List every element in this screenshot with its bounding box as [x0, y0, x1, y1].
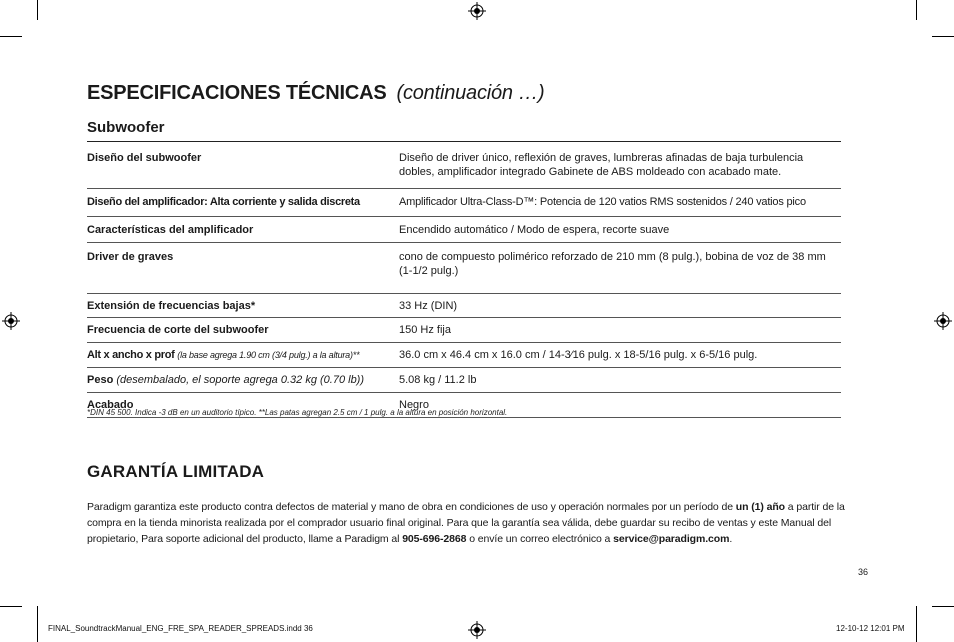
spec-label: Driver de graves [87, 251, 174, 263]
table-row [87, 142, 841, 189]
phone-number: 905-696-2868 [402, 533, 467, 545]
spec-value: 36.0 cm x 46.4 cm x 16.0 cm / 14-3⁄16 pulg. x 18-5/16 pulg. x 6-5/16 pulg. [399, 349, 758, 361]
spec-label-main: Alt x ancho x prof [87, 349, 175, 361]
spec-value: 5.08 kg / 11.2 lb [399, 374, 477, 386]
spec-label-note: (desembalado, el soporte agrega 0.32 kg (0.70 lb)) [116, 374, 365, 386]
table-row [87, 217, 841, 243]
warranty-text: o envíe un correo electrónico a [466, 533, 614, 545]
spec-label: Características del amplificador [87, 224, 254, 236]
crop-mark [0, 606, 22, 607]
registration-mark-icon [2, 312, 20, 330]
warranty-text: . [729, 533, 733, 545]
slug-date: 12-10-12 12:01 PM [836, 624, 905, 633]
table-row [87, 343, 841, 368]
page-title-suffix: (continuación …) [396, 82, 545, 104]
spec-label-note: (la base agrega 1.90 cm (3/4 pulg.) a la altura)** [177, 350, 360, 360]
crop-mark [932, 36, 954, 37]
registration-mark-icon [468, 2, 486, 20]
table-row [87, 189, 841, 217]
spec-label [87, 373, 399, 392]
spec-value: 150 Hz fija [399, 324, 451, 336]
spec-label: Frecuencia de corte del subwoofer [87, 324, 269, 336]
warranty-text: Paradigm garantiza este producto contra defectos de material y mano de obra en condiciones de uso y operación normales por un período de [87, 501, 736, 513]
warranty-text: a partir de la compra en la tienda minorista realizada por el comprador usuario final original. Para que la garantía sea válida, debe guardar su recibo de ventas y este Manual del propietario, Para soporte adicional del producto, llame a Paradigm al [87, 501, 845, 545]
section-heading: Subwoofer [87, 119, 165, 136]
spec-label: Diseño del amplificador: Alta corriente y salida discreta [87, 196, 360, 208]
table-row [87, 368, 841, 393]
registration-mark-icon [468, 621, 486, 639]
spec-value: Amplificador Ultra-Class-D™: Potencia de 120 vatios RMS sostenidos / 240 vatios pico [399, 196, 806, 208]
crop-mark [916, 606, 917, 642]
spec-value: 33 Hz (DIN) [399, 300, 458, 312]
crop-mark [932, 606, 954, 607]
table-row [87, 318, 841, 343]
footnote: *DIN 45 500. Indica -3 dB en un auditorio típico. **Las patas agregan 2.5 cm / 1 pulg. a la altura en posición horizontal. [87, 408, 508, 417]
spec-label: Diseño del subwoofer [87, 152, 202, 164]
spec-value: Negro [399, 399, 429, 411]
spec-label: Acabado [87, 399, 134, 411]
warranty-heading: GARANTÍA LIMITADA [87, 462, 265, 481]
spec-label: Extensión de frecuencias bajas* [87, 300, 256, 312]
spec-label-main: Peso [87, 374, 114, 386]
registration-mark-icon [934, 312, 952, 330]
crop-mark [37, 606, 38, 642]
table-row [87, 243, 841, 294]
page-title [87, 82, 544, 105]
crop-mark [916, 0, 917, 20]
spec-label [87, 348, 399, 367]
spec-value: cono de compuesto polimérico reforzado de 210 mm (8 pulg.), bobina de voz de 38 mm (1-1/2 pulg.) [399, 251, 826, 277]
spec-value: Diseño de driver único, reflexión de graves, lumbreras afinadas de baja turbulencia dobles, amplificador integrado Gabinete de ABS moldeado con acabado mate. [399, 152, 804, 178]
crop-mark [0, 36, 22, 37]
warranty-period: un (1) año [735, 501, 785, 513]
table-row [87, 294, 841, 318]
page-title-main: ESPECIFICACIONES TÉCNICAS [87, 82, 387, 104]
page-number: 36 [858, 567, 869, 577]
crop-mark [37, 0, 38, 20]
email-link[interactable]: service@paradigm.com [613, 533, 730, 545]
slug-filename: FINAL_SoundtrackManual_ENG_FRE_SPA_READER_SPREADS.indd 36 [48, 624, 313, 633]
spec-value: Encendido automático / Modo de espera, recorte suave [399, 224, 670, 236]
warranty-paragraph [87, 499, 867, 547]
spec-table [87, 141, 841, 418]
